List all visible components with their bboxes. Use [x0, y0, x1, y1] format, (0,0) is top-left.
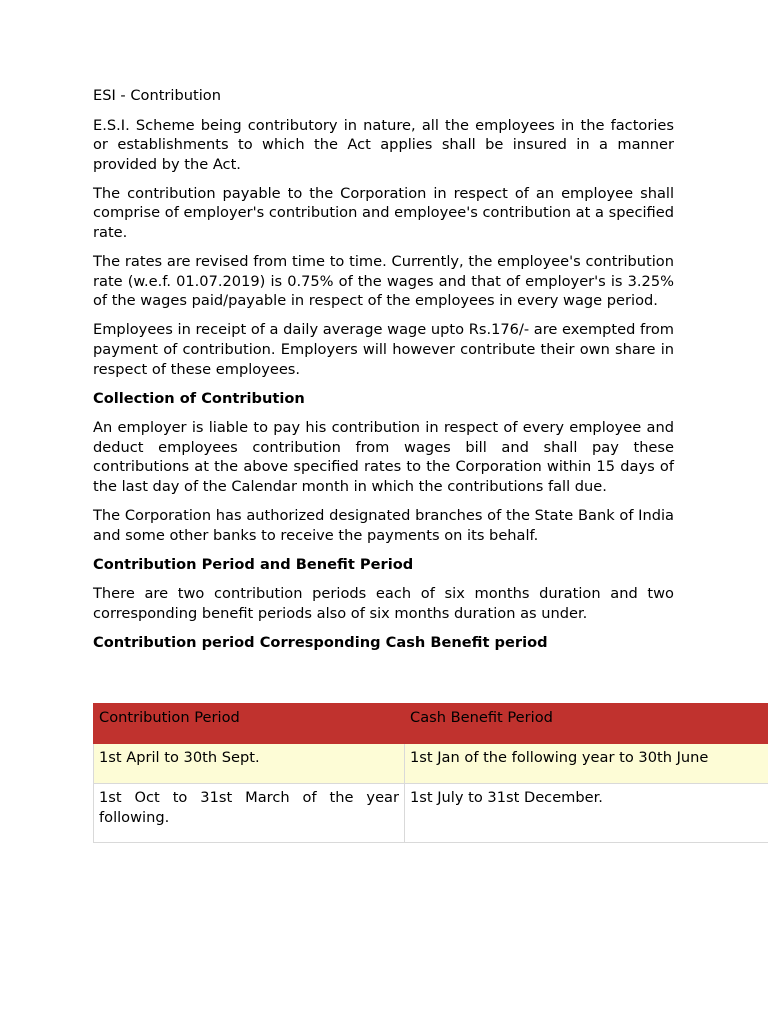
collection-paragraph-2: The Corporation has authorized designated branches of the State Bank of India and some other banks to receive the payments on its behalf. [93, 507, 674, 544]
section-heading-periods: Contribution Period and Benefit Period [93, 555, 414, 573]
table-row [94, 784, 768, 843]
periods-table [93, 703, 768, 843]
intro-paragraph-4: Employees in receipt of a daily average wage upto Rs.176/- are exempted from payment of contribution. Employers will however contribute their own share in respect of these employees. [93, 321, 674, 378]
intro-paragraph-1: E.S.I. Scheme being contributory in nature, all the employees in the factories or establishments to which the Act applies shall be insured in a manner provided by the Act. [93, 116, 674, 173]
section-heading-collection: Collection of Contribution [93, 389, 305, 407]
periods-table-container [93, 703, 768, 843]
table-cell: 1st April to 30th Sept. [94, 744, 405, 784]
table-header-row [94, 704, 768, 744]
document-body [93, 86, 674, 662]
table-header-cell: Cash Benefit Period [405, 704, 768, 744]
intro-paragraph-3: The rates are revised from time to time. Currently, the employee's contribution rate (w.e.f. 01.07.2019) is 0.75% of the wages and that of employer's is 3.25% of the wages paid/payable in respect of the employees in every wage period. [93, 253, 674, 310]
page-title: ESI - Contribution [93, 87, 221, 104]
periods-paragraph: There are two contribution periods each of six months duration and two corresponding benefit periods also of six months duration as under. [93, 585, 674, 622]
table-cell: 1st Jan of the following year to 30th June [405, 744, 768, 784]
table-cell: 1st Oct to 31st March of the year following. [94, 784, 405, 843]
intro-paragraph-2: The contribution payable to the Corporation in respect of an employee shall comprise of employer's contribution and employee's contribution at a specified rate. [93, 184, 674, 241]
table-header-cell: Contribution Period [94, 704, 405, 744]
table-row [94, 744, 768, 784]
collection-paragraph-1: An employer is liable to pay his contribution in respect of every employee and deduct employees contribution from wages bill and shall pay these contributions at the above specified rates to the Corporation within 15 days of the last day of the Calendar month in which the contributions fall due. [93, 419, 674, 495]
table-cell: 1st July to 31st December. [405, 784, 768, 843]
table-heading: Contribution period Corresponding Cash Benefit period [93, 633, 548, 651]
